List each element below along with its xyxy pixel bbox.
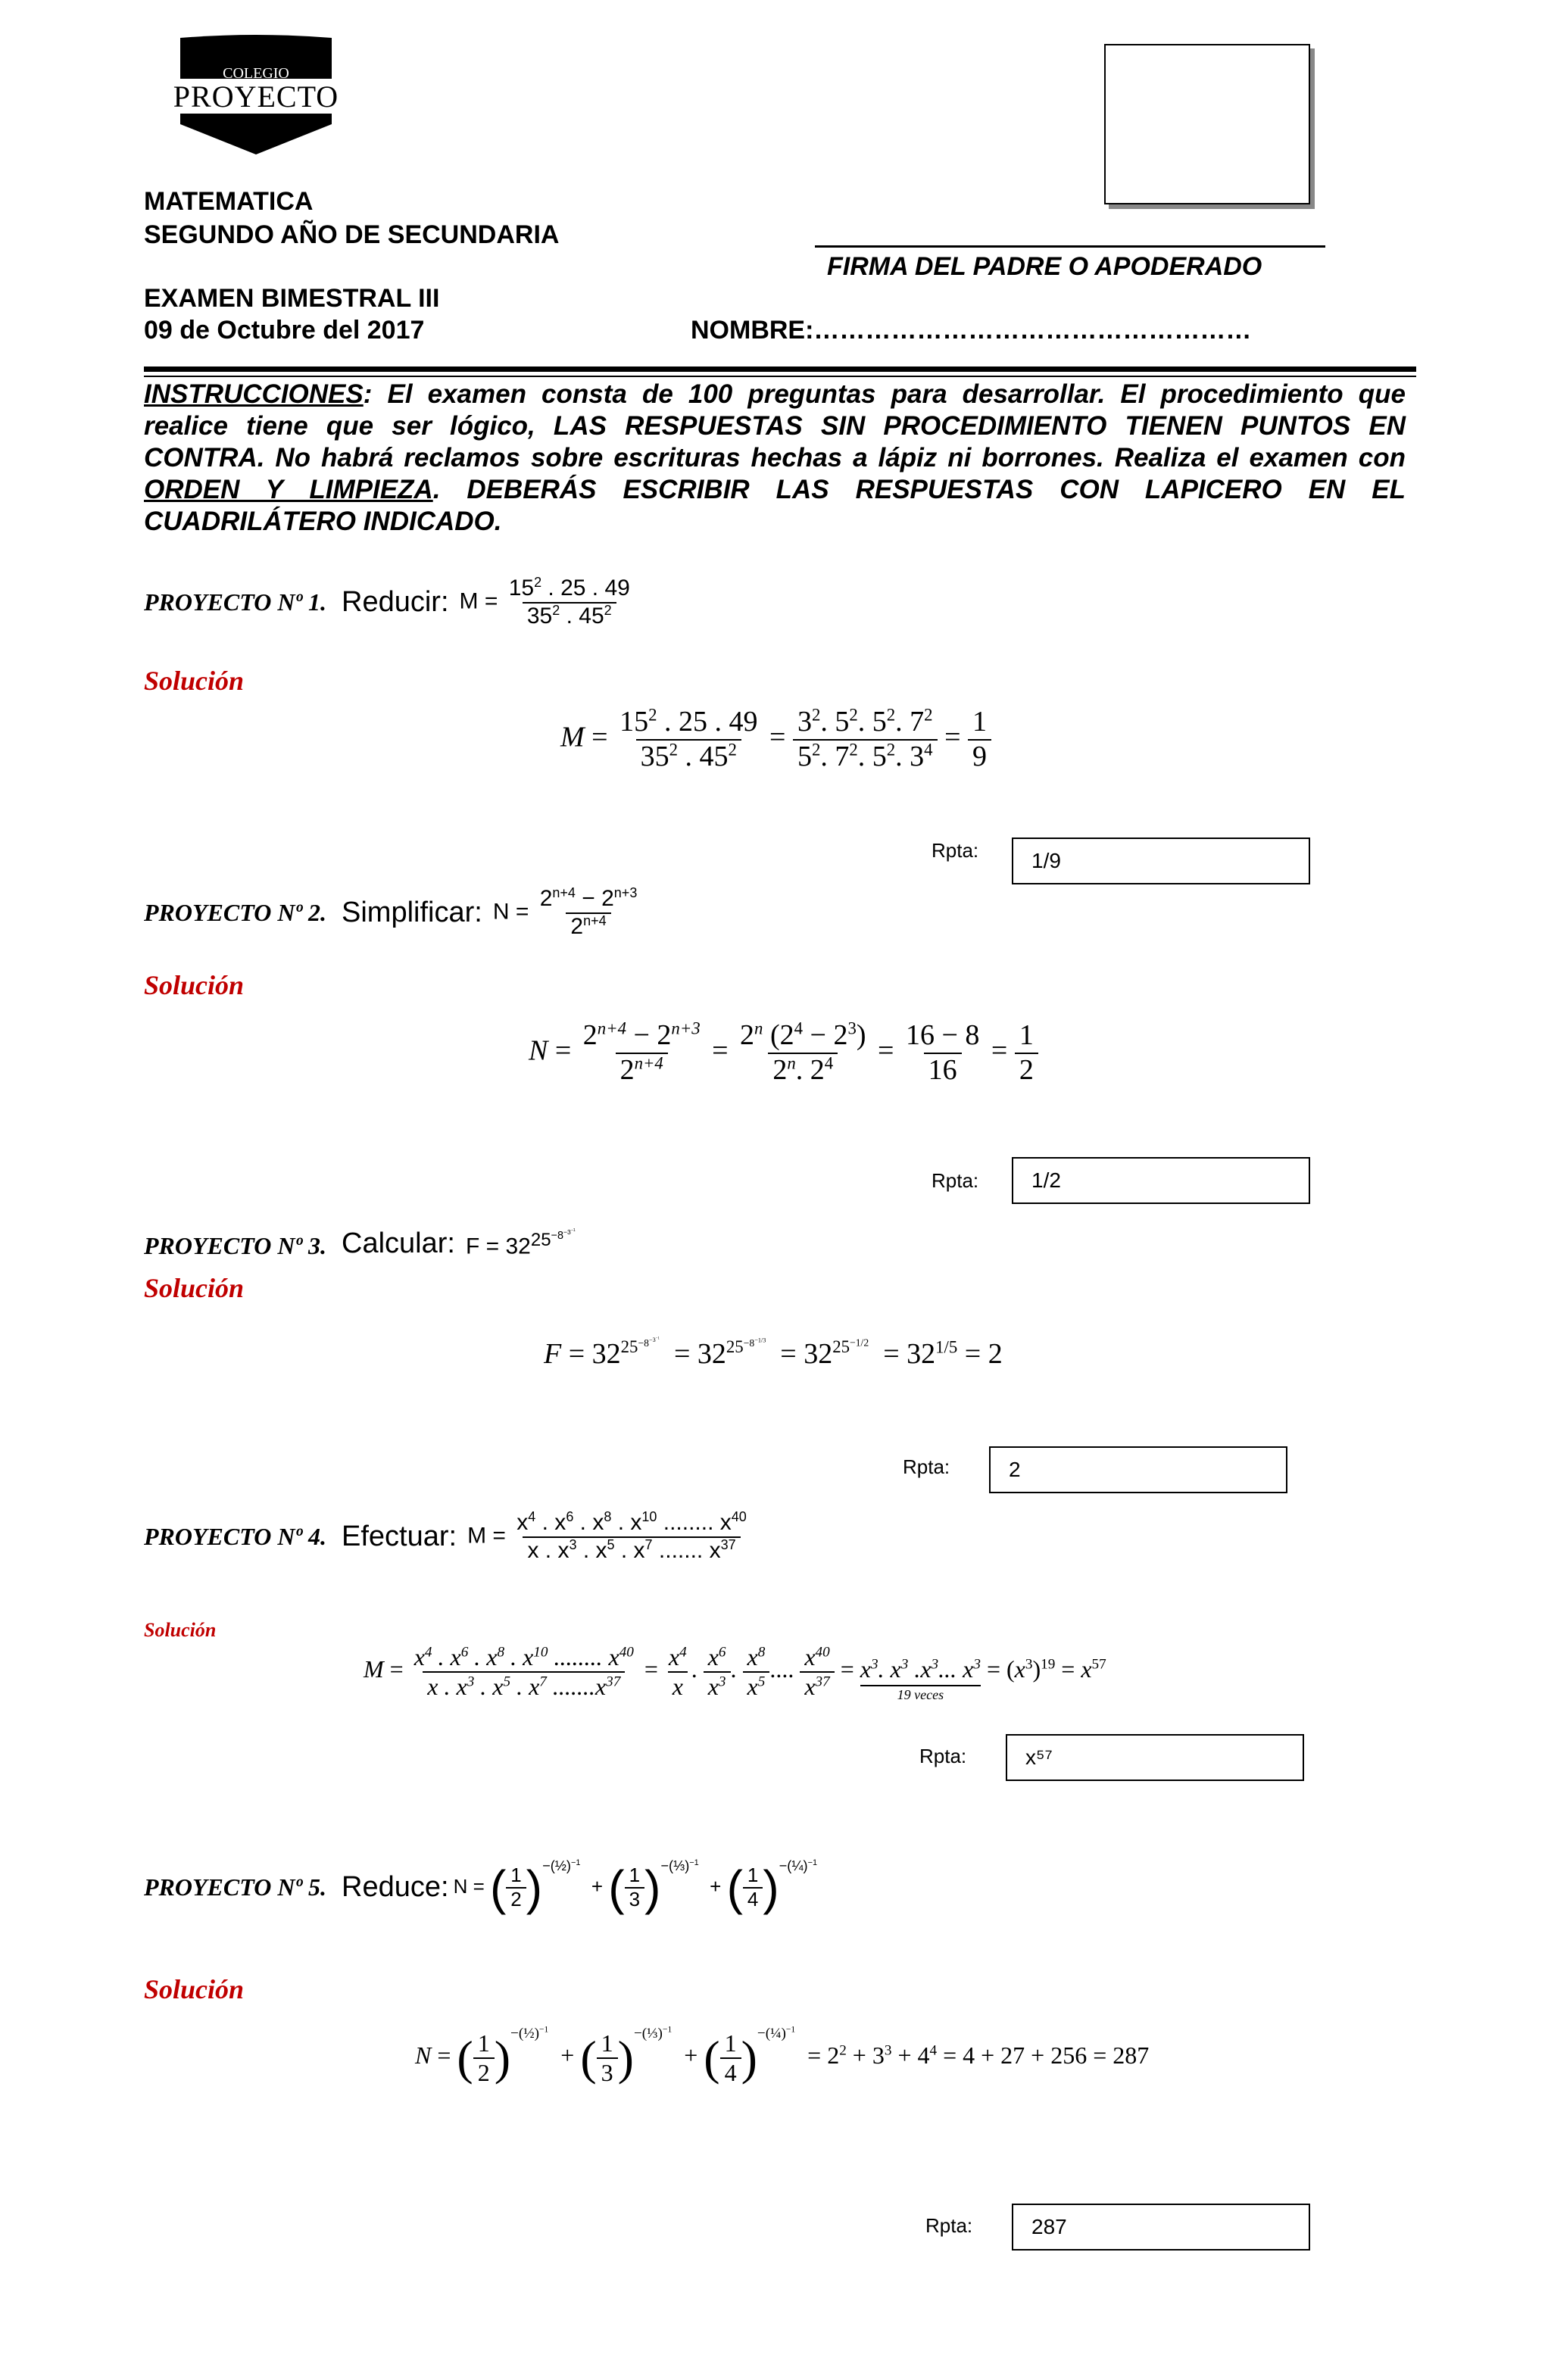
- problem-2-solution-label: Solución: [144, 970, 245, 1000]
- problem-5-expression: N = ( $\frac{1}{2}$ )$^{-(\frac{1}{2})^{-1}}$ + ( $\frac{1}{3}$ )$^{-(\frac{1}{3})^{-1}}$ + ( $\frac{1}{4}$ )$^{-(\frac{1}{4})^{-1}}$: [453, 1858, 818, 1916]
- problem-2-statement: [144, 886, 641, 940]
- problem-1-answer-box[interactable]: 1/9: [1012, 838, 1310, 884]
- problem-3-solution-label: Solución: [144, 1273, 245, 1303]
- logo-text-main: PROYECTO: [173, 80, 339, 114]
- problem-1-rpta-label: Rpta:: [932, 839, 979, 862]
- header-divider-thick: [144, 367, 1416, 372]
- signature-line: [815, 245, 1325, 248]
- photo-box: [1104, 44, 1310, 204]
- problem-4-statement: [144, 1510, 751, 1564]
- instructions-part2: . DEBERÁS ESCRIBIR LAS RESPUESTAS CON LAPICERO EN EL CUADRILÁTERO INDICADO.: [144, 475, 1406, 536]
- problem-1-verb: Reducir:: [342, 586, 449, 618]
- problem-3-rpta-label: Rpta:: [903, 1455, 950, 1478]
- problem-4-solution-label: Solución: [144, 1619, 217, 1641]
- problem-3-label: PROYECTO Nº 3.: [144, 1232, 327, 1259]
- problem-4-rpta-label: Rpta:: [919, 1745, 967, 1767]
- exam-title: EXAMEN BIMESTRAL III: [144, 284, 440, 313]
- problem-3-expression: $F = 32^{25^{-8^{-3^{-1}}}}$: [465, 1228, 576, 1259]
- problem-3-solution: $F = 32^{25^{-8^{-3^{-1}}}} = 32^{25^{-8^{-1/3}}} = 32^{25^{-1/2}} = 32^{1/5} = 2$: [544, 1337, 1003, 1370]
- problem-2-answer-box[interactable]: 1/2: [1012, 1157, 1310, 1204]
- subject-title: MATEMATICA: [144, 187, 314, 216]
- signature-label: FIRMA DEL PADRE O APODERADO: [827, 252, 1262, 281]
- problem-1-solution-label: Solución: [144, 666, 245, 696]
- problem-1-solution: M = $\frac{15^2 . 25 . 49}{35^2 . 45^2}$ = $\frac{3^2. 5^2. 5^2. 7^2}{5^2. 7^2. 5^2. 3^4}$ = $\frac{1}{9}$: [560, 706, 991, 773]
- grade-title: SEGUNDO AÑO DE SECUNDARIA: [144, 220, 560, 249]
- problem-2-solution: N = $\frac{2^{n+4} - 2^{n+3}}{2^{n+4}}$ = $\frac{2^n (2^4 - 2^3)}{2^n. 2^4}$ = $\frac{16 - 8}{16}$ = $\frac{1}{2}$: [529, 1019, 1038, 1087]
- instructions-underlined: ORDEN Y LIMPIEZA: [144, 475, 433, 504]
- problem-4-underbrace-note: 19 veces: [897, 1687, 944, 1703]
- problem-3-verb: Calcular:: [342, 1227, 455, 1259]
- problem-5-statement: [144, 1858, 818, 1916]
- header-divider-thin: [144, 376, 1416, 377]
- problem-4-answer-box[interactable]: x⁵⁷: [1006, 1734, 1304, 1781]
- problem-3-statement: [144, 1215, 576, 1260]
- problem-2-expression: N = $\frac{2^{n+4} - 2^{n+3}}{2^{n+4}}$: [492, 885, 638, 939]
- problem-5-solution-label: Solución: [144, 1974, 245, 2004]
- problem-4-verb: Efectuar:: [342, 1521, 457, 1552]
- problem-4-label: PROYECTO Nº 4.: [144, 1523, 327, 1550]
- logo-text-top: COLEGIO: [223, 65, 289, 82]
- school-logo: [158, 35, 354, 156]
- problem-4-expression: M = $\frac{x^4 . x^6 . x^8 . x^{10} ........ x^{40}}{x . x^3 . x^5 . x^7 ....... x^{37}}$: [467, 1509, 747, 1563]
- problem-1-expression: M = $\frac{15^2 . 25 . 49}{35^2 . 45^2}$: [459, 575, 630, 629]
- problem-5-solution: N = ( $\frac{1}{2}$ )$^{-(\frac{1}{2})^{-1}}$ + ( $\frac{1}{3}$ )$^{-(\frac{1}{3})^{-1}}$ + ( $\frac{1}{4}$ )$^{-(\frac{1}{4})^{-1}} = 2^2 + 3^3 + 4^4 = 4 + 27 + 256 = 287$: [415, 2025, 1150, 2086]
- instructions-part1: : El examen consta de 100 preguntas para desarrollar. El procedimiento que realice tiene que ser lógico, LAS RESPUESTAS SIN PROCEDIMIENTO TIENEN PUNTOS EN CONTRA. No habrá reclamos sobre escrituras hechas a lápiz ni borrones. Realiza el examen con: [144, 379, 1406, 473]
- problem-5-answer-box[interactable]: 287: [1012, 2204, 1310, 2251]
- problem-4-solution: M = $\frac{x^4 . x^6 . x^8 . x^{10} ........ x^{40}}{x . x^3 . x^5 . x^7 .......x^{37}}$ = $\frac{x^4}{x}$ . $\frac{x^6}{x^3}$ . $\frac{x^8}{x^5}$ .... $\frac{x^{40}}{x^{37}}$ = $x^3$. $x^3$ $.x^3$... $x^3$ 19 veces = $(x^3)^{19} = x^{57}$: [364, 1643, 1106, 1703]
- name-field[interactable]: NOMBRE:……………………………………………: [691, 316, 1252, 345]
- problem-2-label: PROYECTO Nº 2.: [144, 899, 327, 926]
- problem-1-statement: [144, 576, 635, 629]
- problem-3-answer-box[interactable]: 2: [989, 1446, 1287, 1493]
- problem-2-rpta-label: Rpta:: [932, 1169, 979, 1192]
- exam-date: 09 de Octubre del 2017: [144, 316, 425, 345]
- problem-5-verb: Reduce:: [342, 1871, 449, 1904]
- instructions-title: INSTRUCCIONES: [144, 379, 364, 409]
- problem-5-rpta-label: Rpta:: [925, 2214, 973, 2237]
- instructions: [144, 379, 1406, 538]
- problem-1-label: PROYECTO Nº 1.: [144, 588, 327, 616]
- problem-2-verb: Simplificar:: [342, 897, 482, 928]
- problem-5-label: PROYECTO Nº 5.: [144, 1873, 327, 1901]
